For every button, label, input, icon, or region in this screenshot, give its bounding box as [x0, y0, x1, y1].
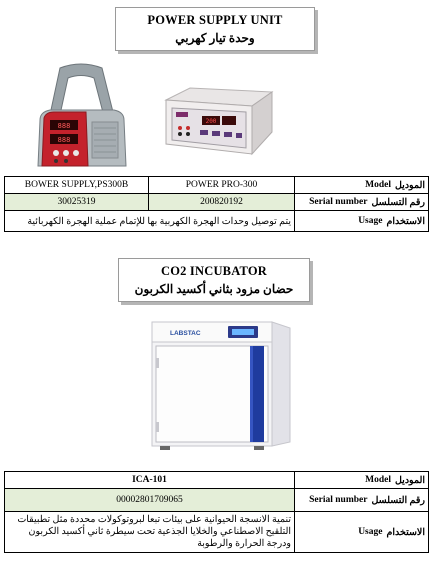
- usage-label-en: Usage: [358, 527, 383, 537]
- serial-left-cell: 30025319: [5, 194, 149, 211]
- usage-label-en: Usage: [358, 216, 383, 226]
- table-row: [5, 177, 429, 194]
- svg-text:200: 200: [205, 118, 217, 125]
- power-supply-power-pro-300-image: [160, 86, 274, 162]
- section1-spec-table: [4, 176, 429, 232]
- section2-title-en: CO2 INCUBATOR: [161, 264, 267, 278]
- section1-title-box: [115, 7, 315, 51]
- table-row: [5, 194, 429, 211]
- table-row: [5, 472, 429, 489]
- table-row: [5, 489, 429, 512]
- model-label-ar: الموديل: [394, 475, 425, 486]
- section2-title-box: [118, 258, 310, 302]
- co2-incubator-image: [148, 318, 298, 454]
- serial-right-cell: 200820192: [149, 194, 295, 211]
- section1-title-en: POWER SUPPLY UNIT: [147, 13, 283, 27]
- model-label-en: Model: [365, 180, 391, 190]
- usage-cell: تنمية الانسجة الحيوانية على بيئات تبعا لبروتوكولات محددة مثل تطبيقات التلقيح الاصطناعي والخلايا الجذعية تحت سيطرة ثاني أكسيد الكربون ودرجة الحرارة والرطوبة: [5, 512, 295, 553]
- usage-label-ar: الاستخدام: [386, 527, 425, 538]
- serial-cell: 00002801709065: [5, 489, 295, 512]
- power-supply-bower-ps300b-image: [30, 62, 132, 172]
- usage-label-cell: [295, 512, 429, 553]
- table-row: [5, 512, 429, 553]
- model-label-cell: [295, 177, 429, 194]
- serial-label-cell: [295, 489, 429, 512]
- model-label-cell: [295, 472, 429, 489]
- section1-title-ar: وحدة تيار كهربي: [175, 31, 255, 45]
- model-cell: ICA-101: [5, 472, 295, 489]
- svg-text:888: 888: [57, 122, 71, 130]
- brand-logo: LABSTAC: [170, 330, 201, 337]
- serial-label-en: Serial number: [309, 495, 368, 505]
- svg-text:888: 888: [57, 136, 71, 144]
- usage-label-cell: [295, 211, 429, 232]
- model-label-ar: الموديل: [394, 180, 425, 191]
- model-right-cell: POWER PRO-300: [149, 177, 295, 194]
- serial-label-ar: رقم التسلسل: [371, 197, 425, 208]
- serial-label-en: Serial number: [309, 197, 368, 207]
- model-left-cell: BOWER SUPPLY,PS300B: [5, 177, 149, 194]
- model-label-en: Model: [365, 475, 391, 485]
- section2-title-ar: حضان مزود بثاني أكسيد الكربون: [134, 282, 294, 296]
- section2-spec-table: [4, 471, 429, 553]
- serial-label-ar: رقم التسلسل: [371, 495, 425, 506]
- serial-label-cell: [295, 194, 429, 211]
- usage-label-ar: الاستخدام: [386, 216, 425, 227]
- usage-cell: يتم توصيل وحدات الهجرة الكهربية بها للإتمام عملية الهجرة الكهربائية: [5, 211, 295, 232]
- table-row: [5, 211, 429, 232]
